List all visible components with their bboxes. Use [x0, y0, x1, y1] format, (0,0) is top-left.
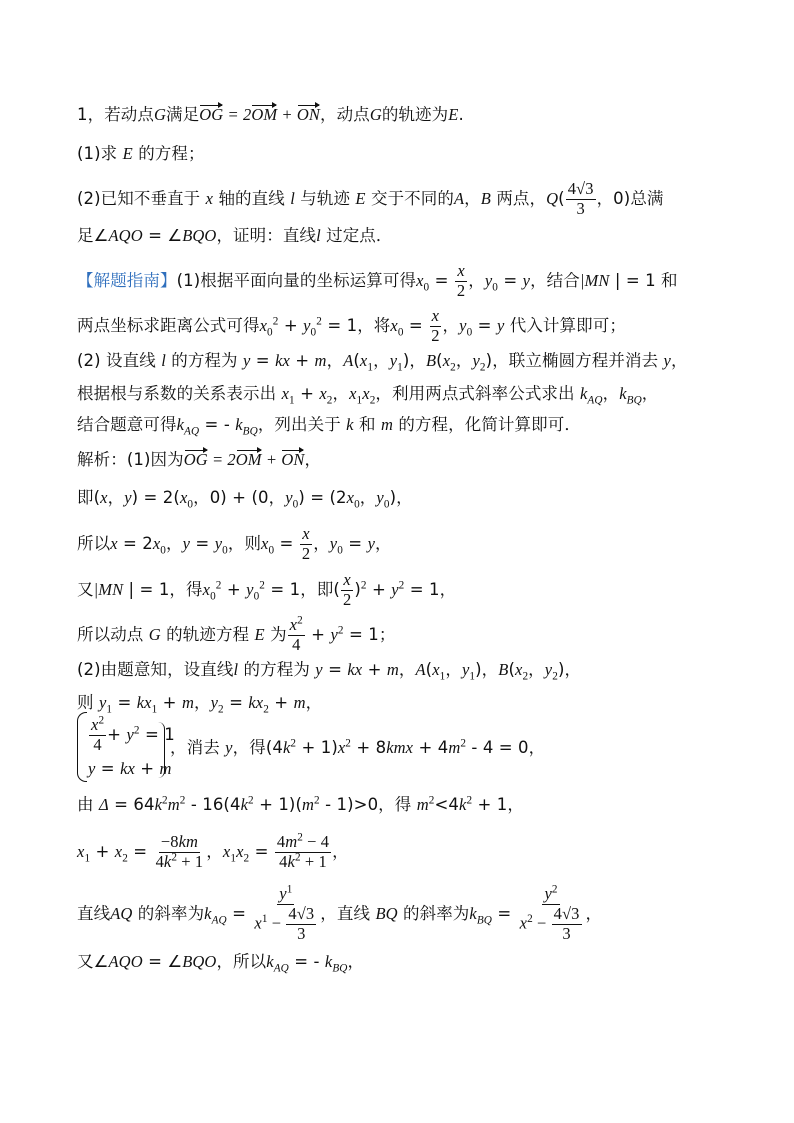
hint-line-2: 两点坐标求距离公式可得$x_0^2 + y_0^2 = 1$，将$x_0$ = $\frac{x}{2}$ ，$y_0 = y$ 代入计算即可； — [77, 306, 626, 345]
fraction: $\frac{4m^2 - 4}{4k^2 + 1}$ — [276, 831, 330, 871]
problem-part-2-line-2: 足∠AQO = ∠BQO，证明：直线l 过定点． — [77, 226, 393, 245]
solution-line-10: $x_1 + x_2$ = $\frac{-8km}{4k^2 + 1}$ ，$x_1x_2$ = $\frac{4m^2 - 4}{4k^2 + 1}$ ， — [77, 831, 349, 871]
fraction: $\frac{x}{2}$ — [431, 306, 440, 345]
solution-line-5: 所以动点 G 的轨迹方程 E 为 $\frac{x^2}{4}$ + $y^2 = 1$； — [77, 614, 396, 654]
solution-label: 解析： — [77, 450, 127, 469]
fraction: $\frac{x}{2}$ — [456, 261, 466, 300]
fraction: $\frac{x}{2}$ — [301, 524, 311, 563]
solution-line-7: 则 $y_1 = kx_1 + m$，$y_2 = kx_2 + m$， — [77, 693, 323, 716]
hint-label: 【解题指南】 — [77, 270, 177, 290]
problem-part-2: (2)已知不垂直于 x 轴的直线 l 与轨迹 E 交于不同的A，B 两点，Q( $\frac{4√3}{3}$ ，0)总满 — [77, 179, 664, 218]
solution-line-1: 解析：(1)因为OG = 2OM + ON， — [77, 450, 322, 469]
fraction: $\frac{4√3}{3}$ — [288, 903, 315, 943]
system-brace — [77, 712, 87, 782]
solution-line-11: 直线AQ 的斜率为$k_{AQ}$ = $y^1$ $x^1$ − $\frac{4√3}{3}$ ，直线 BQ 的斜率为$k_{BQ}$ = $y^2$ $x^2$ − $\frac{4√3}{3}$ ， — [77, 883, 603, 943]
fraction: $\frac{x^2}{4}$ — [91, 714, 105, 754]
solution-line-9: 由 $\Delta = 64k^2m^2 - 16(4k^2 + 1)(m^2 - 1)>0$，得 $m^2<4k^2 + 1$， — [77, 794, 524, 814]
system-eq-2: y = kx + m — [88, 759, 172, 778]
problem-line-1: 1，若动点G满足OG = 2OM + ON，动点G的轨迹为E. — [77, 105, 464, 124]
solution-line-8: ，消去 y，得$(4k^2 + 1)x^2 + 8kmx + 4m^2 - 4 = 0$， — [170, 737, 546, 757]
hint-line-5: 结合题意可得$k_{AQ}$ = - $k_{BQ}$，列出关于 k 和 m 的方程，化简计算即可． — [77, 415, 581, 438]
problem-part-1: (1)求 E 的方程； — [77, 144, 205, 163]
hint-line-3: (2) 设直线 l 的方程为 y = kx + m，$A(x_1$，$y_1$)，$B(x_2$，$y_2$)，联立椭圆方程并消去 y， — [77, 351, 688, 374]
fraction: $\frac{4√3}{3}$ — [553, 903, 580, 943]
fraction: $y^1$ $x^1$ − $\frac{4√3}{3}$ — [254, 883, 315, 943]
fraction: $\frac{4√3}{3}$ — [567, 179, 594, 218]
system-eq-1: $\frac{x^2}{4}$ + $y^2 = 1$ — [91, 714, 175, 754]
hint-line-4: 根据根与系数的关系表示出 $x_1 + x_2$，$x_1x_2$，利用两点式斜率公式求出 $k_{AQ}$，$k_{BQ}$， — [77, 384, 659, 407]
solution-line-4: 又|MN | = 1，得$x_0^2 + y_0^2 = 1$，即( $\frac{x}{2}$ )$^2 + y^2 = 1$， — [77, 570, 457, 609]
fraction: $y^2$ $x^2$ − $\frac{4√3}{3}$ — [519, 883, 580, 943]
solution-line-2: 即(x，$y) = 2(x_0$，0) + (0，$y_0) = (2x_0$，$y_0$)， — [77, 488, 413, 511]
fraction: $\frac{x}{2}$ — [342, 570, 352, 609]
fraction: $\frac{x^2}{4}$ — [289, 614, 303, 654]
solution-line-6: (2)由题意知，设直线l 的方程为 y = kx + m，$A(x_1$，$y_1$)，$B(x_2$，$y_2$)， — [77, 660, 582, 683]
hint-line-1: 【解题指南】(1)根据平面向量的坐标运算可得$x_0$ = $\frac{x}{2}$ ，$y_0 = y$，结合|MN | = 1 和 — [77, 261, 678, 300]
solution-line-3: 所以$x = 2x_0$，$y = y_0$，则$x_0$ = $\frac{x}{2}$ ，$y_0 = y$， — [77, 524, 392, 563]
solution-line-12: 又∠AQO = ∠BQO，所以$k_{AQ}$ = - $k_{BQ}$， — [77, 952, 365, 975]
fraction: $\frac{-8km}{4k^2 + 1}$ — [155, 832, 204, 871]
